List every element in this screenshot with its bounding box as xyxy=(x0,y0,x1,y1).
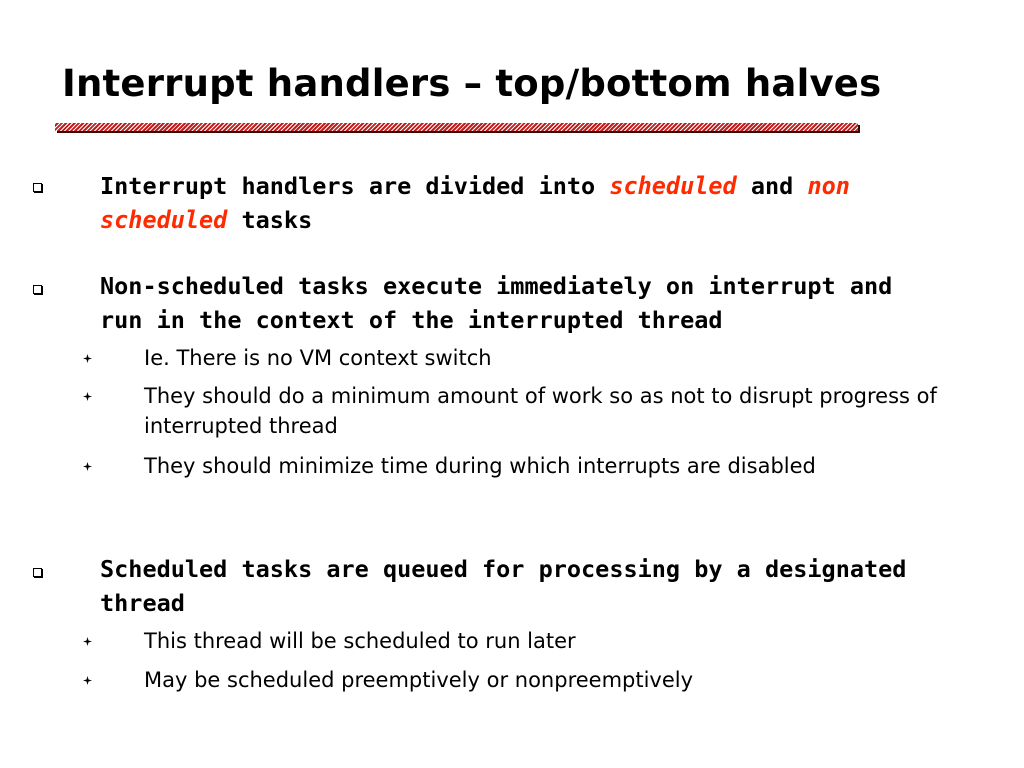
diamond-bullet-icon xyxy=(83,392,92,401)
bullet-1-outro: tasks xyxy=(227,206,313,234)
diamond-bullet-icon xyxy=(83,676,92,685)
diamond-bullet-icon xyxy=(83,462,92,471)
slide-title: Interrupt handlers – top/bottom halves xyxy=(62,62,882,105)
bullet-2-subitem-3: They should minimize time during which interrupts are disabled xyxy=(144,454,816,478)
bullet-1-text xyxy=(100,169,940,237)
bullet-1-intro: Interrupt handlers are divided into xyxy=(100,172,610,200)
bullet-2-subitem-2: They should do a minimum amount of work so as not to disrupt progress of interrupted thread xyxy=(144,384,937,438)
square-bullet-icon xyxy=(33,568,42,577)
title-underline-rule xyxy=(55,123,858,131)
diamond-bullet-icon xyxy=(83,354,92,363)
bullet-3-text: Scheduled tasks are queued for processing by a designated thread xyxy=(100,555,907,617)
bullet-1-joiner: and xyxy=(736,172,808,200)
bullet-1-term-non-scheduled: non scheduled xyxy=(100,172,850,234)
bullet-2-subitem-1: Ie. There is no VM context switch xyxy=(144,346,492,370)
bullet-2-text: Non-scheduled tasks execute immediately on interrupt and run in the context of the interrupted thread xyxy=(100,272,893,334)
square-bullet-icon xyxy=(33,183,42,192)
diamond-bullet-icon xyxy=(83,637,92,646)
bullet-1-term-scheduled: scheduled xyxy=(609,172,737,200)
bullet-3-subitem-1: This thread will be scheduled to run later xyxy=(144,629,576,653)
bullet-3-subitem-2: May be scheduled preemptively or nonpreemptively xyxy=(144,668,694,692)
square-bullet-icon xyxy=(33,285,42,294)
